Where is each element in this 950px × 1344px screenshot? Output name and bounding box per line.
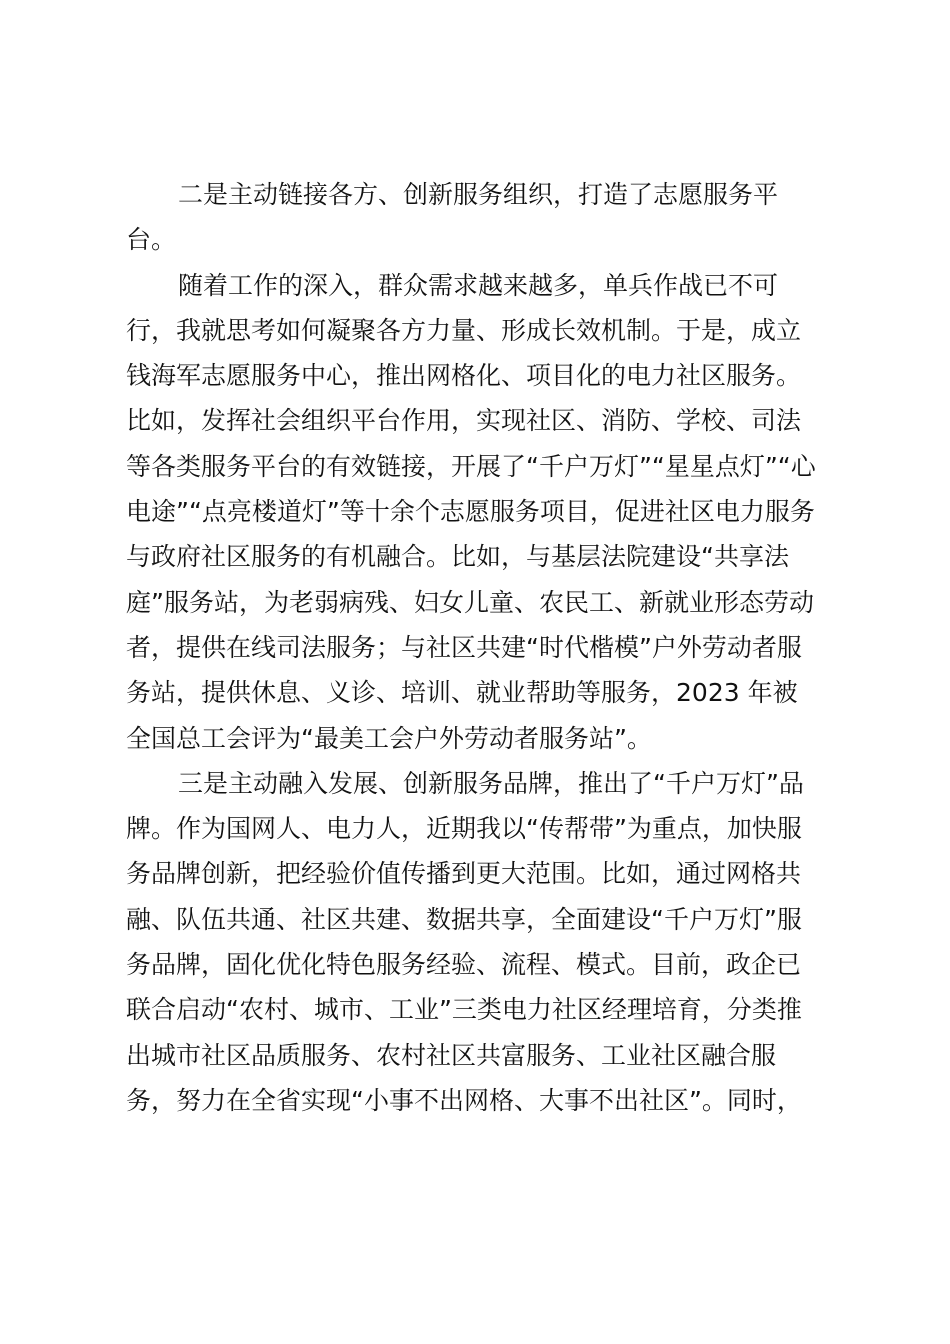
- paragraph-line: 者，提供在线司法服务；与社区共建“时代楷模”户外劳动者服: [126, 632, 802, 662]
- paragraph-line: 钱海军志愿服务中心，推出网格化、项目化的电力社区服务。: [126, 361, 802, 391]
- paragraph-line: 等各类服务平台的有效链接，开展了“千户万灯”“星星点灯”“心: [126, 451, 816, 481]
- paragraph-line: 庭”服务站，为老弱病残、妇女儿童、农民工、新就业形态劳动: [126, 587, 814, 617]
- paragraph-line: 三是主动融入发展、创新服务品牌，推出了“千户万灯”品: [178, 768, 804, 798]
- paragraph-line: 比如，发挥社会组织平台作用，实现社区、消防、学校、司法: [126, 406, 802, 436]
- body-text: [126, 172, 836, 1123]
- paragraph-line: 与政府社区服务的有机融合。比如，与基层法院建设“共享法: [126, 542, 789, 572]
- paragraph-line: 务品牌，固化优化特色服务经验、流程、模式。目前，政企已: [126, 950, 802, 980]
- paragraph-line: 联合启动“农村、城市、工业”三类电力社区经理培育，分类推: [126, 995, 802, 1025]
- paragraph-line: 务站，提供休息、义诊、培训、就业帮助等服务，2023 年被: [126, 678, 798, 708]
- paragraph-line: 融、队伍共通、社区共建、数据共享，全面建设“千户万灯”服: [126, 904, 802, 934]
- paragraph-line: 台。: [126, 225, 177, 255]
- paragraph-line: 牌。作为国网人、电力人，近期我以“传帮带”为重点，加快服: [126, 814, 802, 844]
- paragraph-line: 出城市社区品质服务、农村社区共富服务、工业社区融合服: [126, 1040, 777, 1070]
- paragraph-line: 行，我就思考如何凝聚各方力量、形成长效机制。于是，成立: [126, 315, 802, 345]
- paragraph-line: 务，努力在全省实现“小事不出网格、大事不出社区”。同时，: [126, 1085, 802, 1115]
- paragraph-line: 随着工作的深入，群众需求越来越多，单兵作战已不可: [178, 270, 779, 300]
- paragraph-line: 务品牌创新，把经验价值传播到更大范围。比如，通过网格共: [126, 859, 802, 889]
- paragraph-line: 全国总工会评为“最美工会户外劳动者服务站”。: [126, 723, 652, 753]
- paragraph-line: 二是主动链接各方、创新服务组织，打造了志愿服务平: [178, 180, 779, 209]
- paragraph-line: 电途”“点亮楼道灯”等十余个志愿服务项目，促进社区电力服务: [126, 497, 815, 527]
